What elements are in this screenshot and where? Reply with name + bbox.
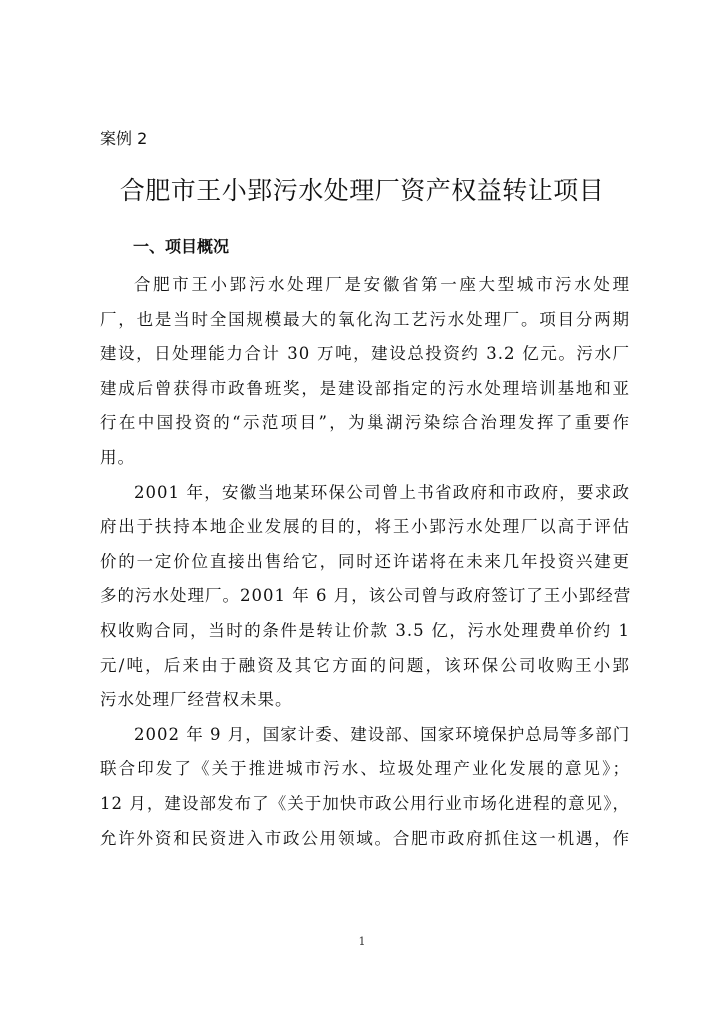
paragraph-line: 多的污水处理厂。2001 年 6 月，该公司曾与政府签订了王小郢经营 bbox=[100, 586, 632, 606]
paragraph-line: 联合印发了《关于推进城市污水、垃圾处理产业化发展的意见》； bbox=[100, 759, 630, 779]
section-heading: 一、项目概况 bbox=[133, 237, 230, 256]
body-text bbox=[100, 268, 630, 856]
paragraph-line: 府出于扶持本地企业发展的目的，将王小郢污水处理厂以高于评估 bbox=[100, 517, 630, 537]
paragraph-line: 元/吨，后来由于融资及其它方面的问题，该环保公司收购王小郢 bbox=[100, 655, 630, 675]
paragraph-line: 建设，日处理能力合计 30 万吨，建设总投资约 3.2 亿元。污水厂 bbox=[100, 344, 630, 364]
paragraph-line: 建成后曾获得市政鲁班奖，是建设部指定的污水处理培训基地和亚 bbox=[100, 378, 630, 398]
paragraph-line: 行在中国投资的“示范项目”，为巢湖污染综合治理发挥了重要作 bbox=[100, 413, 630, 433]
paragraph-line: 2001 年，安徽当地某环保公司曾上书省政府和市政府，要求政 bbox=[134, 482, 630, 502]
paragraph-line: 允许外资和民资进入市政公用领域。合肥市政府抓住这一机遇，作 bbox=[100, 828, 630, 848]
paragraph-line: 污水处理厂经营权未果。 bbox=[100, 690, 293, 710]
page-number: 1 bbox=[358, 935, 366, 948]
paragraph-line: 权收购合同，当时的条件是转让价款 3.5 亿，污水处理费单价约 1 bbox=[100, 620, 630, 640]
paragraph-line: 合肥市王小郢污水处理厂是安徽省第一座大型城市污水处理 bbox=[134, 275, 630, 294]
paragraph-line: 价的一定价位直接出售给它，同时还许诺将在未来几年投资兴建更 bbox=[100, 551, 630, 571]
case-label: 案例 2 bbox=[100, 129, 148, 148]
paragraph-line: 2002 年 9 月，国家计委、建设部、国家环境保护总局等多部门 bbox=[134, 724, 631, 744]
paragraph-line: 厂，也是当时全国规模最大的氧化沟工艺污水处理厂。项目分两期 bbox=[100, 309, 630, 329]
paragraph-line: 12 月，建设部发布了《关于加快市政公用行业市场化进程的意见》， bbox=[100, 793, 630, 813]
document-title: 合肥市王小郢污水处理厂资产权益转让项目 bbox=[119, 176, 605, 205]
paragraph-line: 用。 bbox=[100, 447, 135, 467]
